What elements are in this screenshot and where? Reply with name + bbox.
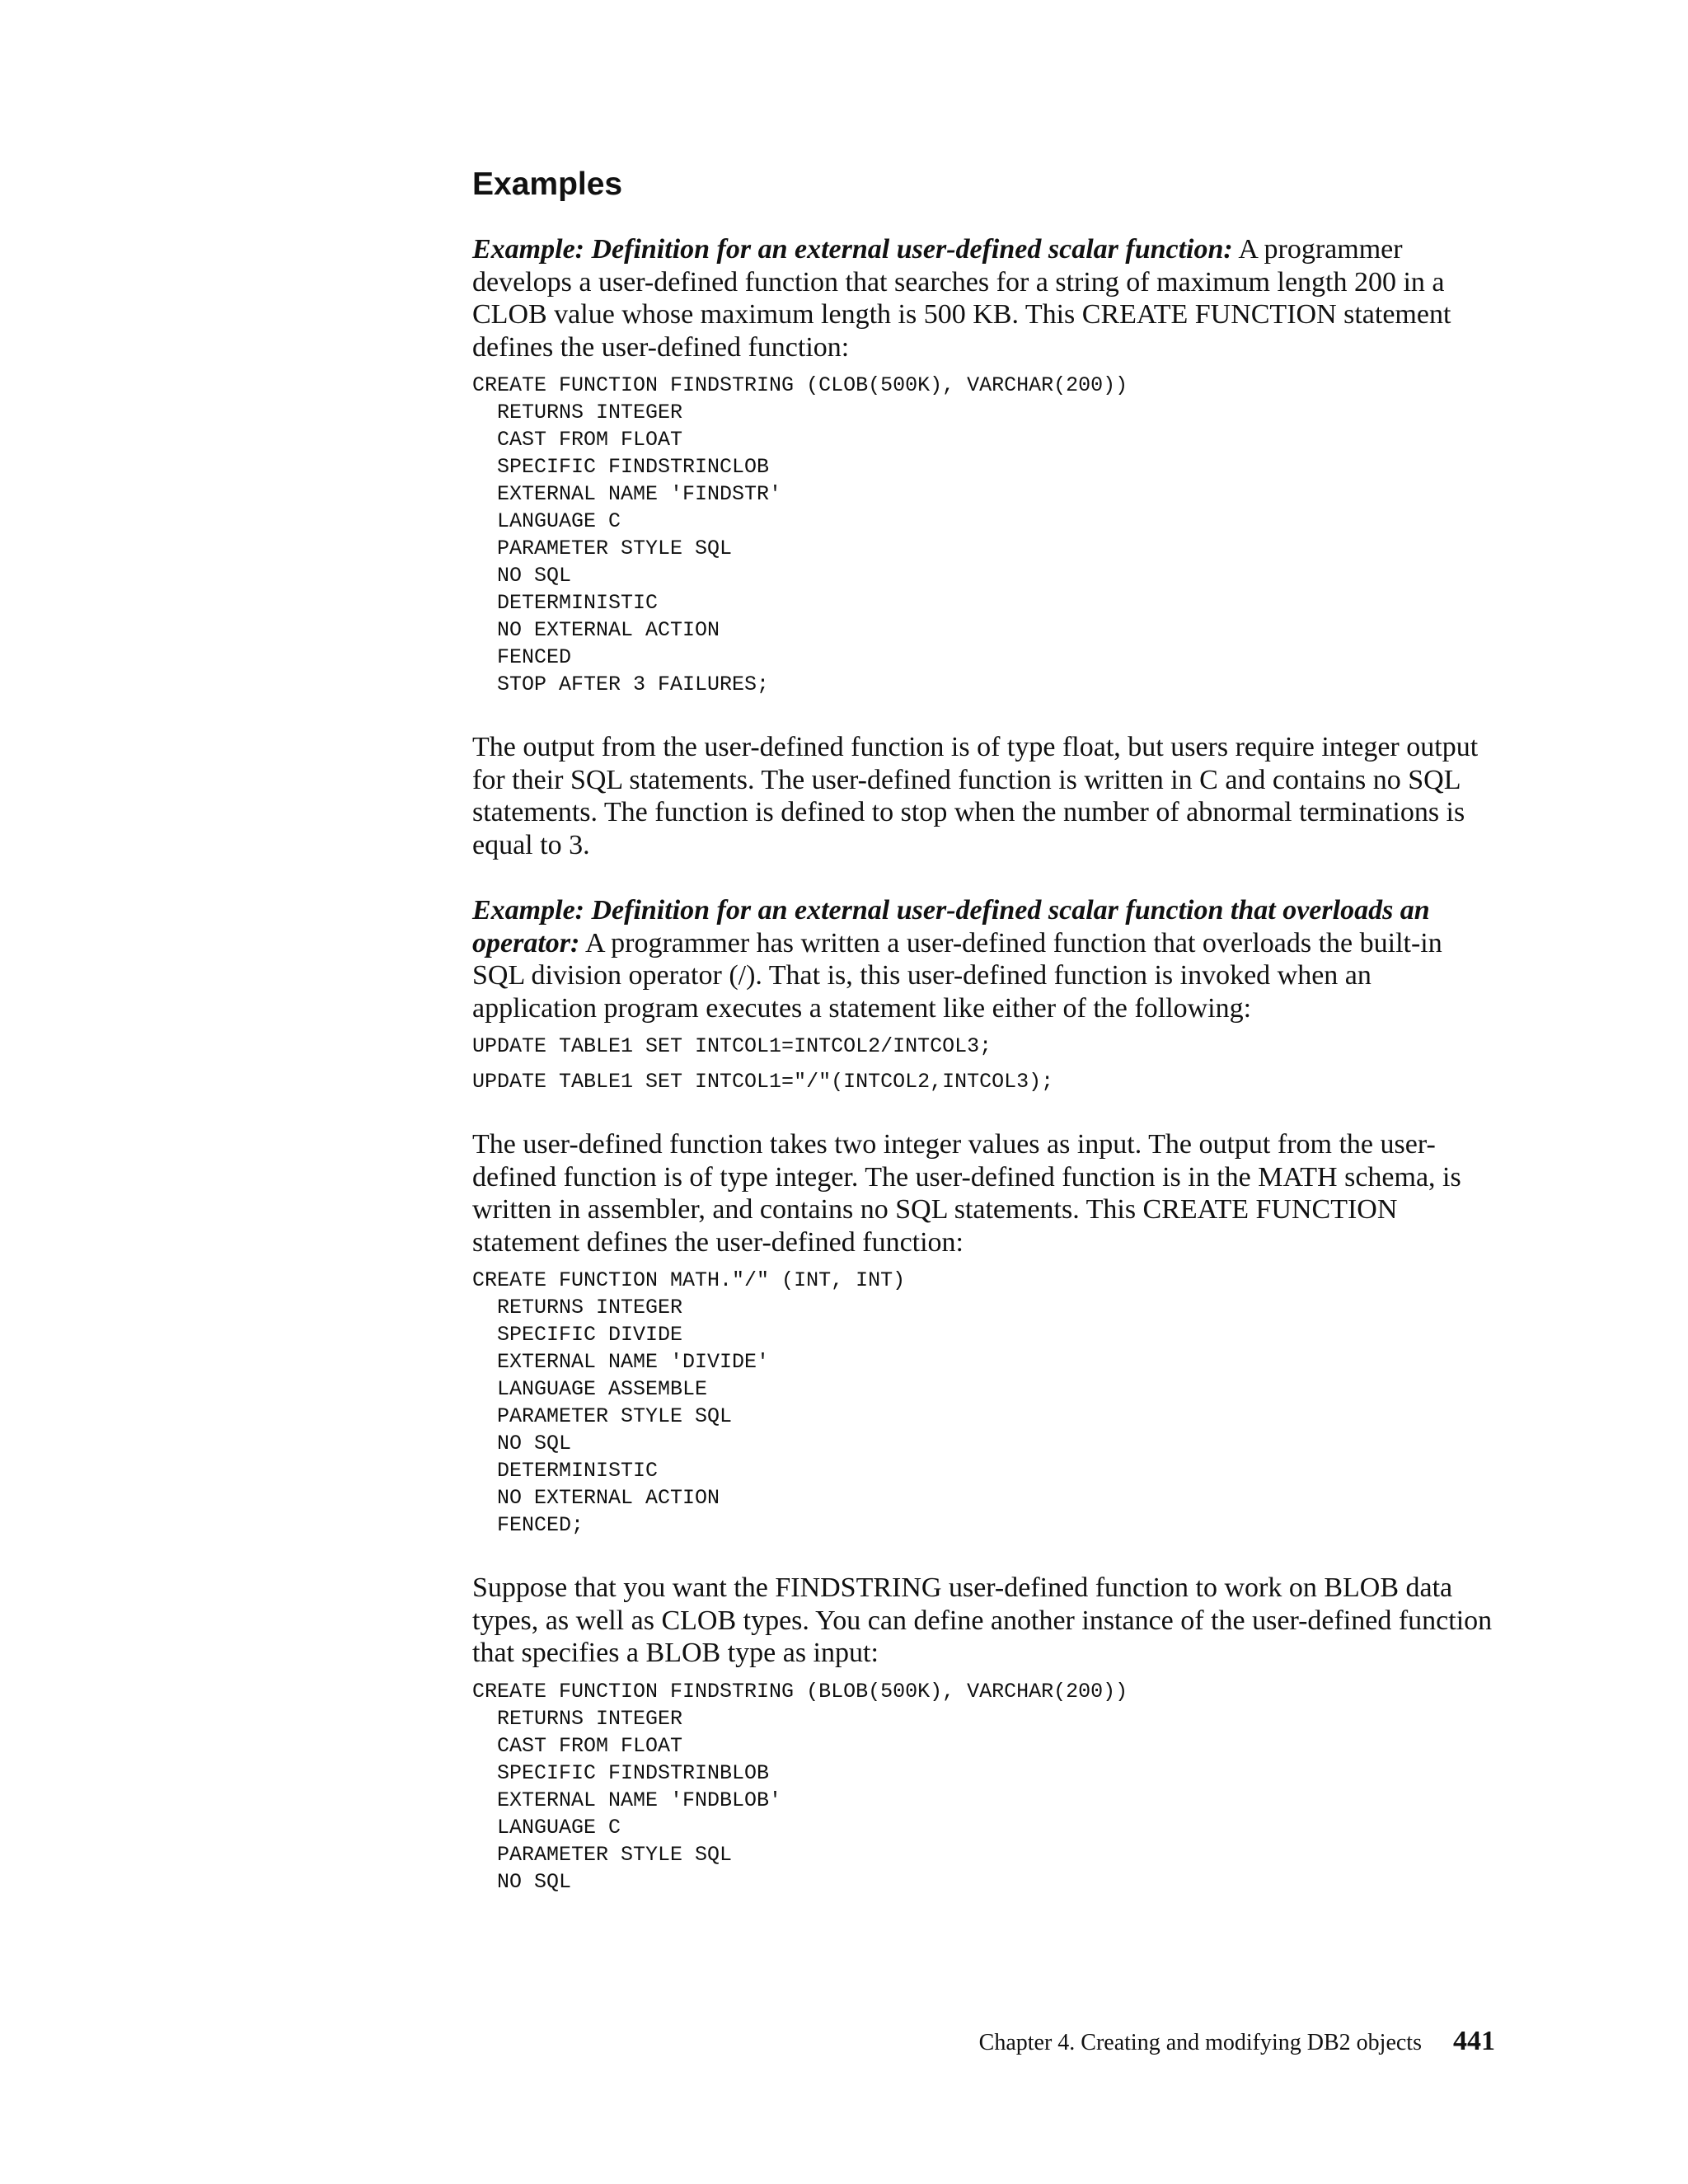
example2-code3: CREATE FUNCTION MATH."/" (INT, INT) RETURNS INTEGER SPECIFIC DIVIDE EXTERNAL NAME 'DIVIDE' LANGUAGE ASSEMBLE PARAMETER STYLE SQL NO SQL DETERMINISTIC NO EXTERNAL ACTION FENCED; — [472, 1268, 906, 1537]
example1-after: The output from the user-defined function is of type float, but users require integer output for their SQL statements. The user-defined function is written in C and contains no SQL statements. The function is defined to stop when the number of abnormal terminations is equal to 3. — [472, 732, 1479, 860]
example2-after: The user-defined function takes two integer values as input. The output from the user-defined function is of type integer. The user-defined function is in the MATH schema, is written in assembler, and contains no SQL statements. This CREATE FUNCTION statement defines the user-defined function: — [472, 1129, 1461, 1258]
example1-code: CREATE FUNCTION FINDSTRING (CLOB(500K), VARCHAR(200)) RETURNS INTEGER CAST FROM FLOAT SPECIFIC FINDSTRINCLOB EXTERNAL NAME 'FINDSTR' LANGUAGE C PARAMETER STYLE SQL NO SQL DETERMINISTIC NO EXTERNAL ACTION FENCED STOP AFTER 3 FAILURES; — [472, 373, 1128, 696]
example3-code: CREATE FUNCTION FINDSTRING (BLOB(500K), VARCHAR(200)) RETURNS INTEGER CAST FROM FLOAT SPECIFIC FINDSTRINBLOB EXTERNAL NAME 'FNDBLOB' LANGUAGE C PARAMETER STYLE SQL NO SQL — [472, 1679, 1128, 1894]
main-content — [472, 163, 1498, 1896]
footer-chapter-title: Chapter 4. Creating and modifying DB2 objects — [978, 2030, 1422, 2055]
example2-lead: Example: Definition for an external user-defined scalar function that overloads an operator: — [472, 895, 1430, 958]
example2-code1: UPDATE TABLE1 SET INTCOL1=INTCOL2/INTCOL3; — [472, 1034, 992, 1058]
section-heading: Examples — [472, 166, 623, 202]
example1-text: A programmer develops a user-defined function that searches for a string of maximum length 200 in a CLOB value whose maximum length is 500 KB. This CREATE FUNCTION statement defines the user-defined function: — [472, 234, 1451, 363]
example2-intro — [472, 894, 1498, 1024]
example1-lead: Example: Definition for an external user-defined scalar function: — [472, 234, 1233, 265]
example2-text: A programmer has written a user-defined function that overloads the built-in SQL division operator (/). That is, this user-defined function is invoked when an application program executes a statement like either of the following: — [472, 927, 1442, 1024]
page-footer — [979, 2026, 1495, 2057]
footer-page-number: 441 — [1453, 2026, 1495, 2056]
example3-text: Suppose that you want the FINDSTRING user-defined function to work on BLOB data types, as well as CLOB types. You can define another instance of the user-defined function that specifies a BLOB type as input: — [472, 1572, 1493, 1668]
example2-code2: UPDATE TABLE1 SET INTCOL1="/"(INTCOL2,INTCOL3); — [472, 1070, 1054, 1094]
example1-intro — [472, 233, 1498, 363]
